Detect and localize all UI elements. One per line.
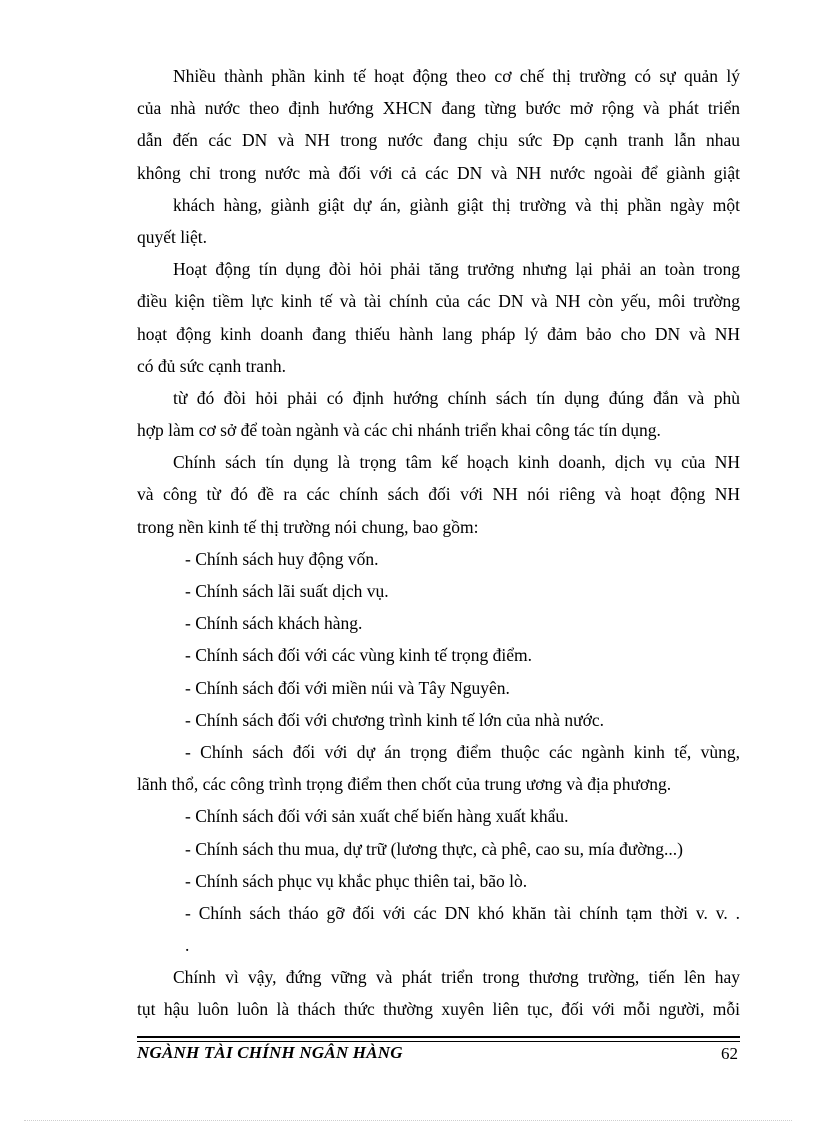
- text-line: Nhiều thành phần kinh tế hoạt động theo cơ chế thị trường có sự quản lý: [173, 66, 740, 86]
- text-line: tụt hậu luôn luôn là thách thức thường xuyên liên tục, đối với mỗi người, mỗi: [137, 999, 740, 1020]
- text-line: không chỉ trong nước mà đối với cả các DN và NH nước ngoài để giành giật: [137, 162, 740, 183]
- list-item-line: - Chính sách huy động vốn.: [185, 548, 379, 569]
- text-line: lãnh thổ, các công trình trọng điểm then chốt của trung ương và địa phương.: [137, 774, 672, 795]
- list-item-line: - Chính sách đối với sản xuất chế biến hàng xuất khẩu.: [185, 806, 569, 827]
- text-line: và công từ đó đề ra các chính sách đối với NH nói riêng và hoạt động NH: [137, 484, 740, 505]
- list-item-line: - Chính sách phục vụ khắc phục thiên tai, bão lò.: [185, 870, 528, 891]
- text-line: điều kiện tiềm lực kinh tế và tài chính của các DN và NH còn yếu, môi trường: [137, 291, 740, 312]
- list-item-line: - Chính sách đối với các vùng kinh tế trọng điểm.: [185, 645, 533, 666]
- text-line: quyết liệt.: [137, 226, 207, 247]
- text-line: Hoạt động tín dụng đòi hỏi phải tăng trưởng nhưng lại phải an toàn trong: [173, 259, 740, 280]
- text-line: dẫn đến các DN và NH trong nước đang chịu sức Đp cạnh tranh lẫn nhau: [137, 130, 740, 151]
- list-item-line: - Chính sách đối với chương trình kinh tế lớn của nhà nước.: [185, 709, 605, 730]
- footer-rule-thick: [137, 1036, 740, 1038]
- list-item-line: - Chính sách đối với miền núi và Tây Nguyên.: [185, 677, 510, 698]
- text-line: có đủ sức cạnh tranh.: [137, 355, 286, 376]
- list-item-line: - Chính sách lãi suất dịch vụ.: [185, 581, 389, 601]
- list-item-line: - Chính sách thu mua, dự trữ (lương thực, cà phê, cao su, mía đường...): [185, 838, 683, 859]
- page-number: 62: [721, 1044, 738, 1063]
- footer-title: NGÀNH TÀI CHÍNH NGÂN HÀNG: [137, 1043, 403, 1062]
- text-line: Chính vì vậy, đứng vững và phát triển trong thương trường, tiến lên hay: [173, 967, 740, 988]
- text-line: .: [185, 935, 190, 956]
- page-edge-divider: [24, 1120, 792, 1121]
- body-text: [137, 60, 740, 1026]
- text-line: Chính sách tín dụng là trọng tâm kế hoạch kinh doanh, dịch vụ của NH: [173, 452, 740, 473]
- footer-rule-thin: [137, 1041, 740, 1042]
- text-line: khách hàng, giành giật dự án, giành giật thị trường và thị phần ngày một: [173, 194, 740, 215]
- text-line: hợp làm cơ sở để toàn ngành và các chi nhánh triển khai công tác tín dụng.: [137, 420, 661, 441]
- list-item-line: - Chính sách đối với dự án trọng điểm thuộc các ngành kinh tế, vùng,: [185, 741, 740, 762]
- text-line: trong nền kinh tế thị trường nói chung, bao gồm:: [137, 516, 479, 537]
- text-line: từ đó đòi hỏi phải có định hướng chính sách tín dụng đúng đắn và phù: [173, 387, 740, 408]
- text-line: của nhà nước theo định hướng XHCN đang từng bước mở rộng và phát triển: [137, 98, 740, 119]
- text-line: hoạt động kinh doanh đang thiếu hành lang pháp lý đảm bảo cho DN và NH: [137, 323, 740, 344]
- list-item-line: - Chính sách khách hàng.: [185, 613, 363, 634]
- list-item-line: - Chính sách tháo gỡ đối với các DN khó khăn tài chính tạm thời v. v. .: [185, 902, 740, 923]
